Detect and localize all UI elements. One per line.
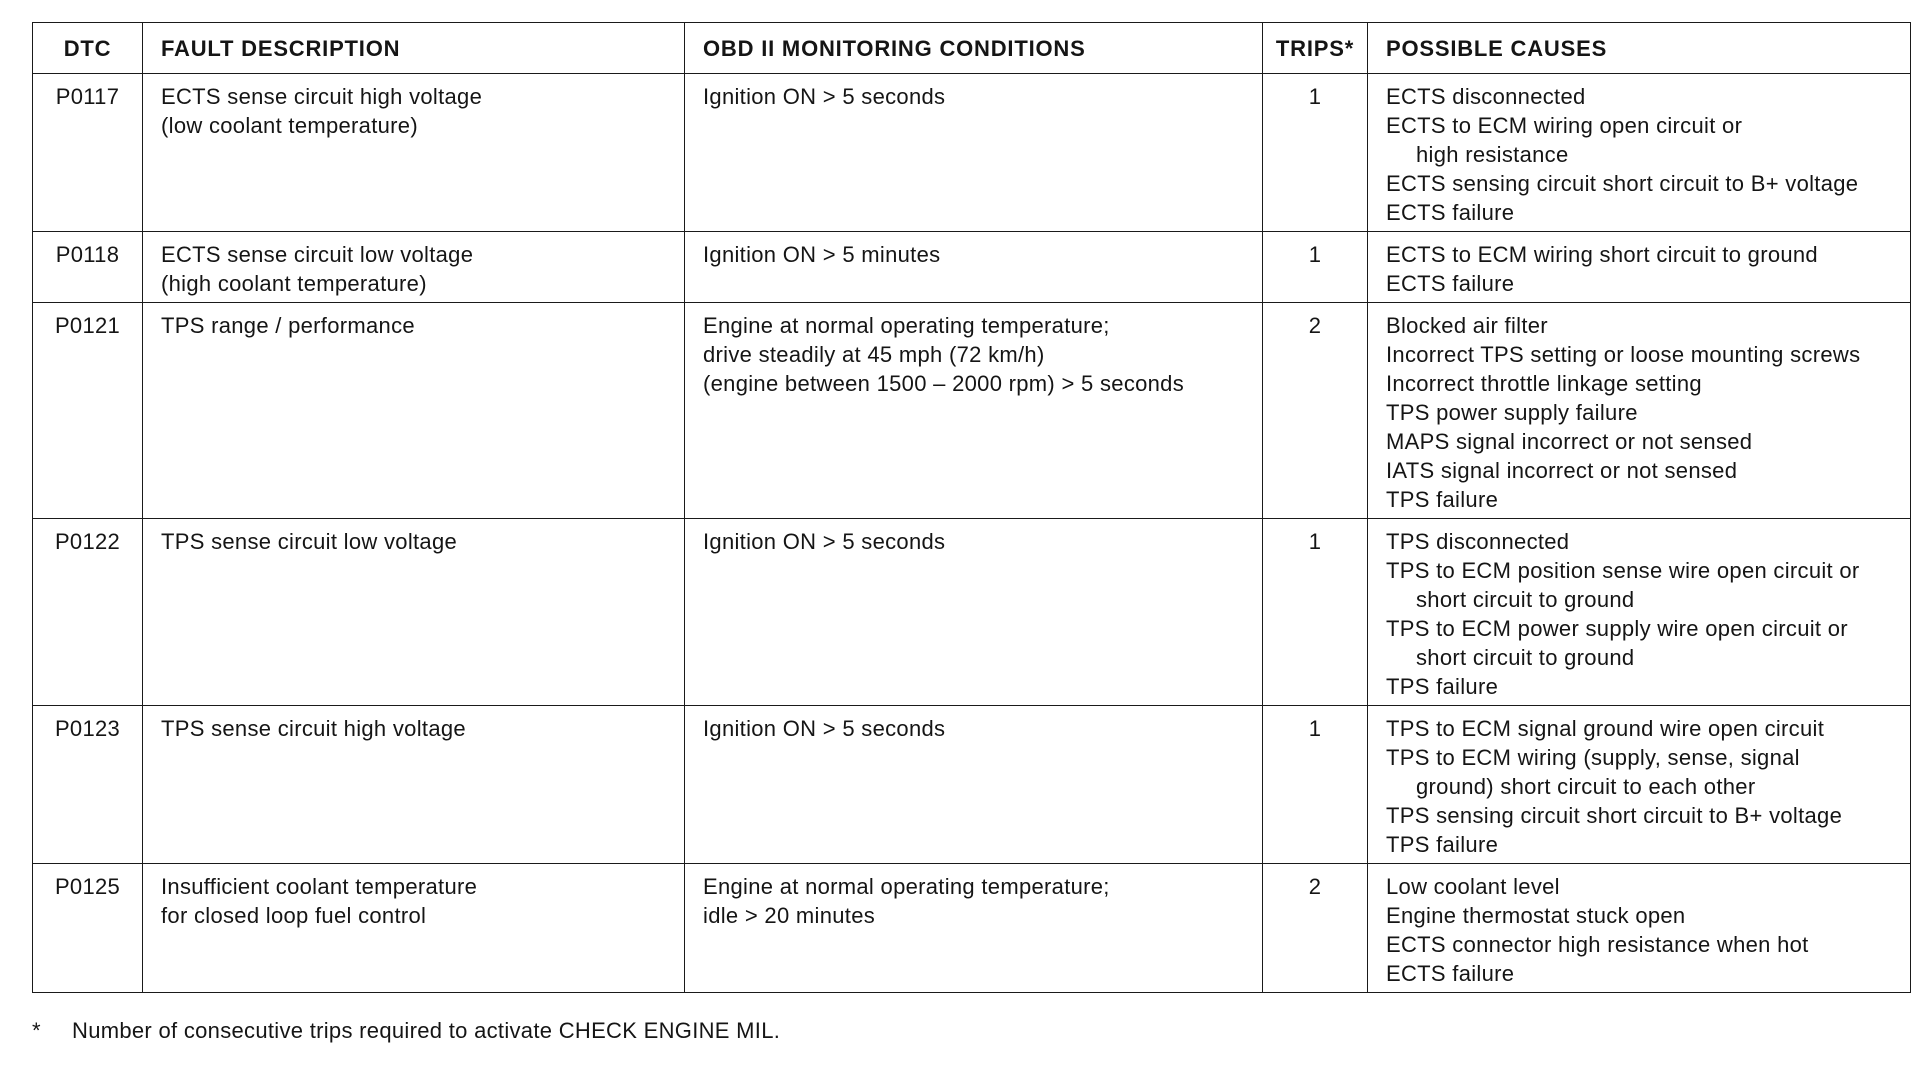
table-row <box>33 303 1911 519</box>
footnote <box>32 1018 780 1044</box>
monitoring-conditions <box>685 706 1263 864</box>
footnote-text: Number of consecutive trips required to activate CHECK ENGINE MIL. <box>72 1018 781 1043</box>
header-dtc: DTC <box>33 23 143 74</box>
footnote-marker: * <box>32 1018 41 1043</box>
cause-item: TPS to ECM power supply wire open circuit or <box>1386 616 1848 641</box>
monitoring-conditions-line: Ignition ON > 5 minutes <box>703 242 941 267</box>
dtc-code: P0123 <box>33 706 143 864</box>
possible-causes <box>1368 303 1911 519</box>
fault-description <box>143 519 685 706</box>
header-trips: TRIPS* <box>1263 23 1368 74</box>
dtc-code: P0117 <box>33 74 143 232</box>
cause-item: short circuit to ground <box>1416 587 1635 612</box>
possible-causes <box>1368 232 1911 303</box>
trips-count: 1 <box>1263 74 1368 232</box>
cause-item: TPS to ECM wiring (supply, sense, signal <box>1386 745 1800 770</box>
cause-item: TPS to ECM position sense wire open circuit or <box>1386 558 1860 583</box>
monitoring-conditions <box>685 74 1263 232</box>
dtc-code: P0122 <box>33 519 143 706</box>
table-row <box>33 232 1911 303</box>
cause-item: high resistance <box>1416 142 1569 167</box>
cause-item: TPS failure <box>1386 487 1499 512</box>
header-fault-description: FAULT DESCRIPTION <box>143 23 685 74</box>
fault-description-line: TPS sense circuit high voltage <box>161 716 466 741</box>
cause-item: ECTS failure <box>1386 961 1515 986</box>
trips-count: 2 <box>1263 303 1368 519</box>
cause-item: ECTS to ECM wiring short circuit to ground <box>1386 242 1818 267</box>
cause-item: TPS failure <box>1386 832 1499 857</box>
cause-item: MAPS signal incorrect or not sensed <box>1386 429 1753 454</box>
monitoring-conditions-line: (engine between 1500 – 2000 rpm) > 5 seconds <box>703 371 1185 396</box>
trips-count: 1 <box>1263 519 1368 706</box>
fault-description-line: Insufficient coolant temperature <box>161 874 478 899</box>
trips-count: 1 <box>1263 232 1368 303</box>
cause-item: ground) short circuit to each other <box>1416 774 1756 799</box>
table-row <box>33 74 1911 232</box>
fault-description-line: (low coolant temperature) <box>161 113 418 138</box>
monitoring-conditions-line: Ignition ON > 5 seconds <box>703 529 946 554</box>
cause-item: Engine thermostat stuck open <box>1386 903 1686 928</box>
cause-item: TPS power supply failure <box>1386 400 1638 425</box>
cause-item: TPS sensing circuit short circuit to B+ voltage <box>1386 803 1843 828</box>
monitoring-conditions-line: Ignition ON > 5 seconds <box>703 84 946 109</box>
fault-description-line: TPS sense circuit low voltage <box>161 529 458 554</box>
monitoring-conditions-line: Ignition ON > 5 seconds <box>703 716 946 741</box>
monitoring-conditions <box>685 519 1263 706</box>
monitoring-conditions <box>685 864 1263 993</box>
table-row <box>33 519 1911 706</box>
trips-count: 1 <box>1263 706 1368 864</box>
cause-item: short circuit to ground <box>1416 645 1635 670</box>
table-body <box>33 74 1911 993</box>
fault-description <box>143 706 685 864</box>
fault-description-line: TPS range / performance <box>161 313 415 338</box>
cause-item: Blocked air filter <box>1386 313 1548 338</box>
header-monitoring-conditions: OBD II MONITORING CONDITIONS <box>685 23 1263 74</box>
fault-description <box>143 232 685 303</box>
cause-item: Incorrect TPS setting or loose mounting screws <box>1386 342 1861 367</box>
header-possible-causes: POSSIBLE CAUSES <box>1368 23 1911 74</box>
cause-item: TPS disconnected <box>1386 529 1570 554</box>
table-row <box>33 706 1911 864</box>
cause-item: ECTS connector high resistance when hot <box>1386 932 1809 957</box>
fault-description-line: ECTS sense circuit low voltage <box>161 242 474 267</box>
dtc-table <box>32 22 1911 993</box>
dtc-code: P0125 <box>33 864 143 993</box>
monitoring-conditions-line: Engine at normal operating temperature; <box>703 313 1110 338</box>
monitoring-conditions <box>685 232 1263 303</box>
monitoring-conditions-line: idle > 20 minutes <box>703 903 876 928</box>
cause-item: ECTS failure <box>1386 271 1515 296</box>
table-row <box>33 864 1911 993</box>
possible-causes <box>1368 706 1911 864</box>
possible-causes <box>1368 864 1911 993</box>
cause-item: Incorrect throttle linkage setting <box>1386 371 1702 396</box>
cause-item: Low coolant level <box>1386 874 1560 899</box>
dtc-code: P0118 <box>33 232 143 303</box>
possible-causes <box>1368 519 1911 706</box>
cause-item: ECTS sensing circuit short circuit to B+ voltage <box>1386 171 1859 196</box>
monitoring-conditions-line: drive steadily at 45 mph (72 km/h) <box>703 342 1045 367</box>
cause-item: TPS to ECM signal ground wire open circuit <box>1386 716 1825 741</box>
table-header-row <box>33 23 1911 74</box>
fault-description <box>143 303 685 519</box>
cause-item: ECTS failure <box>1386 200 1515 225</box>
cause-item: ECTS to ECM wiring open circuit or <box>1386 113 1743 138</box>
fault-description-line: for closed loop fuel control <box>161 903 427 928</box>
fault-description-line: (high coolant temperature) <box>161 271 427 296</box>
trips-count: 2 <box>1263 864 1368 993</box>
monitoring-conditions-line: Engine at normal operating temperature; <box>703 874 1110 899</box>
cause-item: IATS signal incorrect or not sensed <box>1386 458 1738 483</box>
fault-description <box>143 74 685 232</box>
cause-item: TPS failure <box>1386 674 1499 699</box>
dtc-code: P0121 <box>33 303 143 519</box>
fault-description-line: ECTS sense circuit high voltage <box>161 84 483 109</box>
fault-description <box>143 864 685 993</box>
possible-causes <box>1368 74 1911 232</box>
cause-item: ECTS disconnected <box>1386 84 1586 109</box>
monitoring-conditions <box>685 303 1263 519</box>
